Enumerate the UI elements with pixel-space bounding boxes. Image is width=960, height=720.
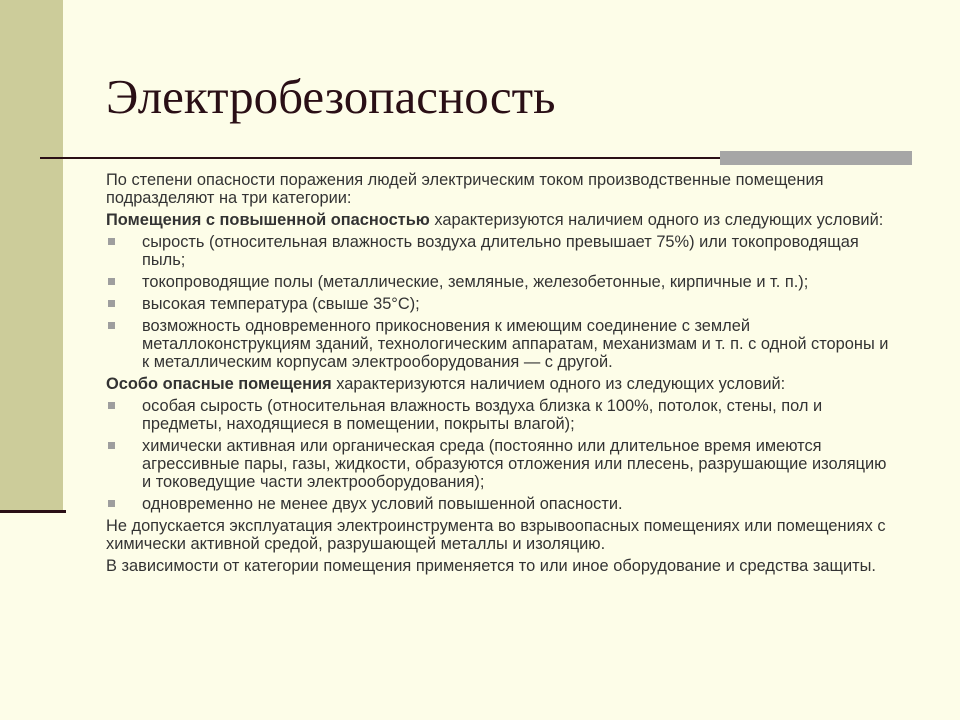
side-decoration-bar — [0, 0, 63, 512]
bullet-icon — [108, 278, 115, 285]
list-item-text: возможность одновременного прикосновения к имеющим соединение с землей металлоконструкциям зданий, технологическим аппаратам, механизмам и т. п. с одной стороны и к металлическим корпусам электрооборудования — с другой. — [142, 317, 889, 371]
intro-paragraph: По степени опасности поражения людей электрическим током производственные помещения подразделяют на три категории: — [106, 171, 824, 207]
especially-dangerous-lead: характеризуются наличием одного из следующих условий: — [331, 375, 786, 393]
bullet-icon — [108, 238, 115, 245]
bullet-icon — [108, 500, 115, 507]
list-item — [106, 397, 896, 433]
side-bar-bottom-line — [0, 510, 66, 513]
bullet-icon — [108, 300, 115, 307]
list-item — [106, 273, 896, 291]
title-divider-accent — [720, 151, 912, 165]
list-item-text: высокая температура (свыше 35°С); — [142, 295, 420, 313]
especially-dangerous-paragraph — [106, 375, 896, 393]
list-item-text: одновременно не менее двух условий повышенной опасности. — [142, 495, 623, 513]
restriction-paragraph: Не допускается эксплуатация электроинструмента во взрывоопасных помещениях или помещениях с химически активной средой, разрушающей металлы и изоляцию. — [106, 517, 886, 553]
increased-danger-lead: характеризуются наличием одного из следующих условий: — [429, 211, 884, 229]
bullet-icon — [108, 322, 115, 329]
increased-danger-heading: Помещения с повышенной опасностью — [106, 211, 430, 229]
list-item — [106, 317, 896, 371]
list-item-text: особая сырость (относительная влажность воздуха близка к 100%, потолок, стены, пол и предметы, находящиеся в помещении, покрыты влагой); — [142, 397, 823, 433]
list-item-text: химически активная или органическая среда (постоянно или длительное время имеются агрессивные пары, газы, жидкости, образуются отложения или плесень, разрушающие изоляцию и токоведущие части электрооборудования); — [142, 437, 887, 491]
list-item-text: токопроводящие полы (металлические, земляные, железобетонные, кирпичные и т. п.); — [142, 273, 809, 291]
increased-danger-paragraph — [106, 211, 896, 229]
bullet-icon — [108, 442, 115, 449]
list-item — [106, 233, 896, 269]
slide-body — [106, 171, 896, 579]
list-item — [106, 495, 896, 513]
bullet-icon — [108, 402, 115, 409]
list-item-text: сырость (относительная влажность воздуха длительно превышает 75%) или токопроводящая пыль; — [142, 233, 859, 269]
especially-dangerous-heading: Особо опасные помещения — [106, 375, 332, 393]
slide-title: Электробезопасность — [106, 69, 556, 124]
list-item — [106, 295, 896, 313]
list-item — [106, 437, 896, 491]
conclusion-paragraph: В зависимости от категории помещения применяется то или иное оборудование и средства защиты. — [106, 557, 876, 575]
